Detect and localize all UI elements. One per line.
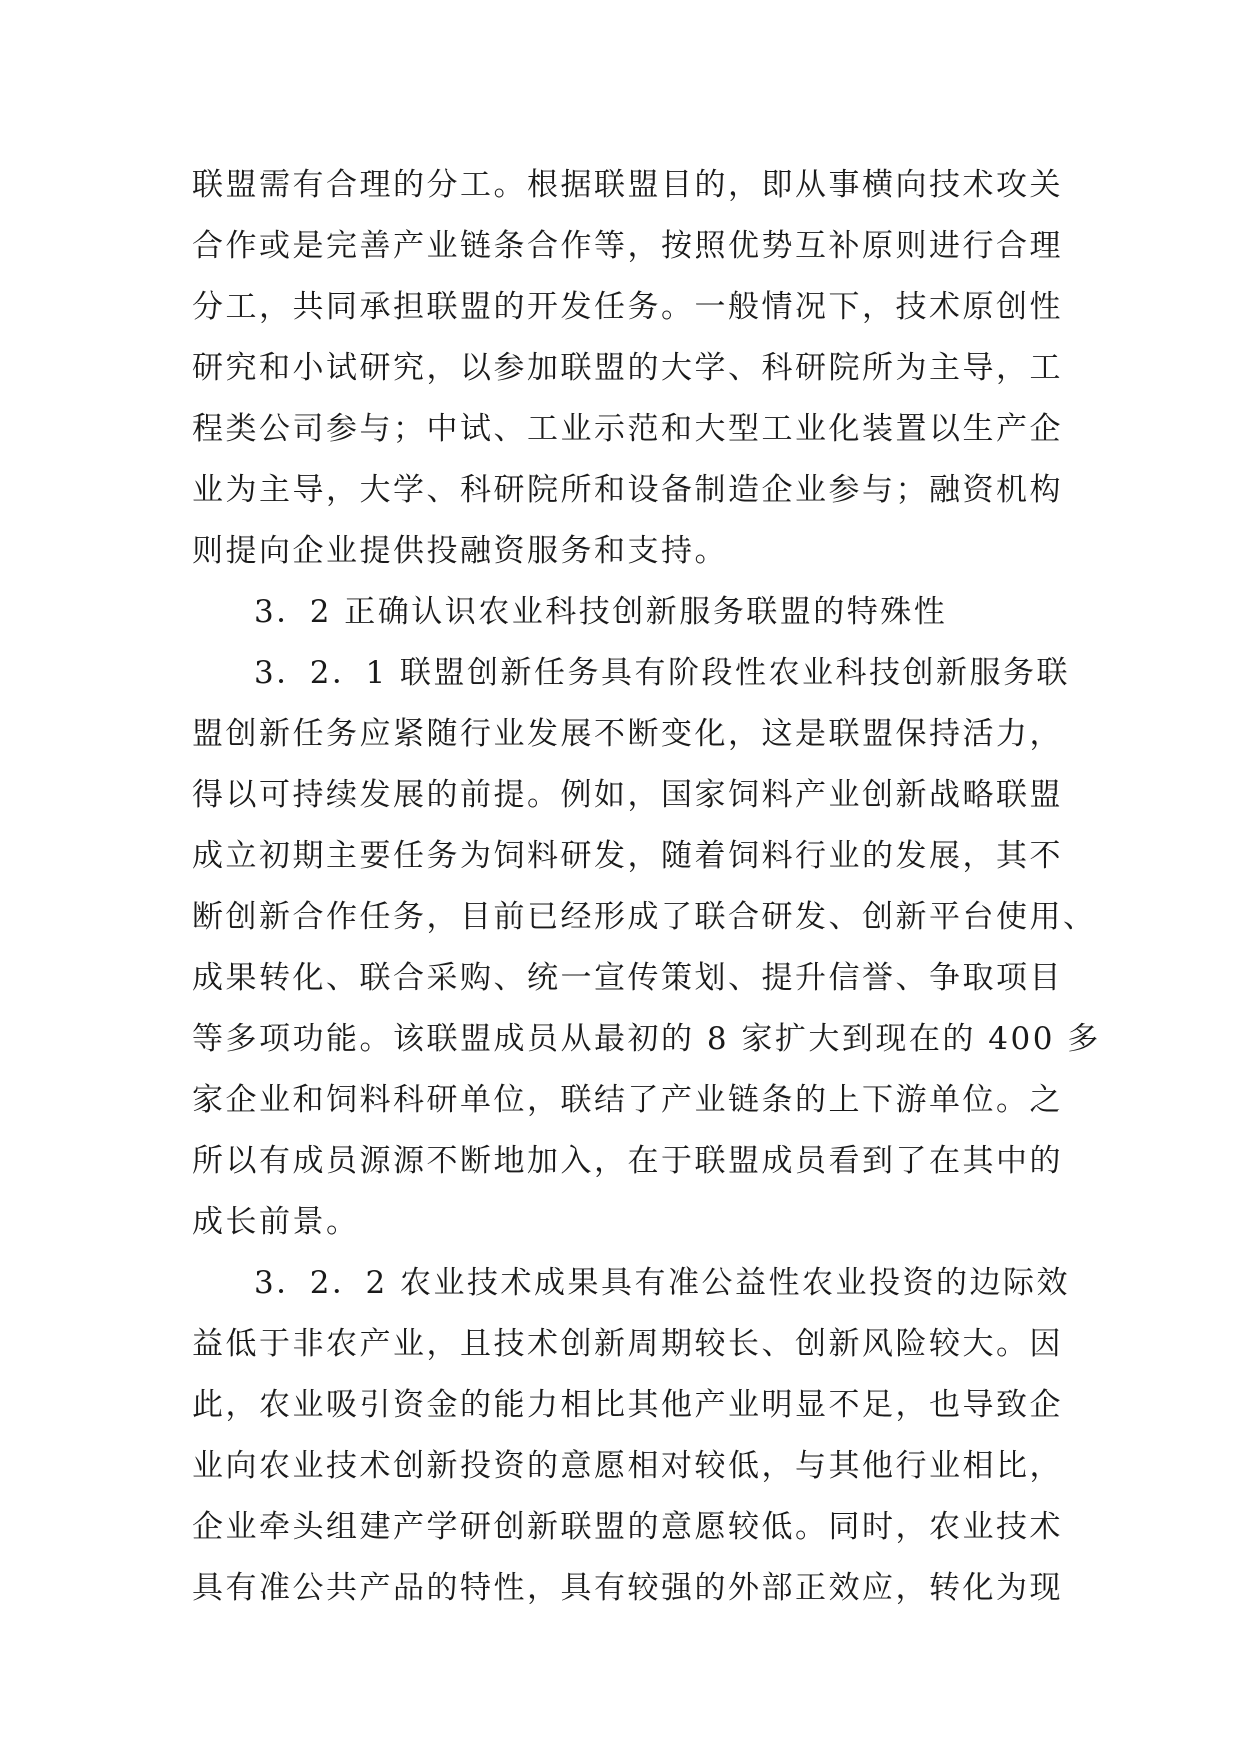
text-line: 具有准公共产品的特性，具有较强的外部正效应，转化为现 [192, 1570, 1063, 1606]
text-line: 3．2．1 联盟创新任务具有阶段性农业科技创新服务联 [254, 655, 1071, 691]
paragraph-division-of-labor [192, 155, 1063, 582]
text-line: 成果转化、联合采购、统一宣传策划、提升信誉、争取项目 [192, 960, 1063, 996]
text-line: 成长前景。 [192, 1204, 360, 1240]
paragraph-3-2-2 [192, 1253, 1071, 1619]
text-line: 研究和小试研究，以参加联盟的大学、科研院所为主导，工 [192, 350, 1063, 386]
text-line: 分工，共同承担联盟的开发任务。一般情况下，技术原创性 [192, 289, 1063, 325]
text-line: 企业牵头组建产学研创新联盟的意愿较低。同时，农业技术 [192, 1509, 1063, 1545]
text-line: 得以可持续发展的前提。例如，国家饲料产业创新战略联盟 [192, 777, 1063, 813]
text-line: 程类公司参与；中试、工业示范和大型工业化装置以生产企 [192, 411, 1063, 447]
text-line: 所以有成员源源不断地加入，在于联盟成员看到了在其中的 [192, 1143, 1063, 1179]
text-line: 成立初期主要任务为饲料研发，随着饲料行业的发展，其不 [192, 838, 1063, 874]
section-heading: 3．2 正确认识农业科技创新服务联盟的特殊性 [254, 594, 948, 630]
section-heading-3-2 [192, 582, 1054, 643]
text-line: 家企业和饲料科研单位，联结了产业链条的上下游单位。之 [192, 1082, 1063, 1118]
text-line: 业向农业技术创新投资的意愿相对较低，与其他行业相比， [192, 1448, 1063, 1484]
text-line: 3．2．2 农业技术成果具有准公益性农业投资的边际效 [254, 1265, 1071, 1301]
text-line: 等多项功能。该联盟成员从最初的 8 家扩大到现在的 400 多 [192, 1021, 1101, 1057]
text-line: 此，农业吸引资金的能力相比其他产业明显不足，也导致企 [192, 1387, 1063, 1423]
text-line: 则提向企业提供投融资服务和支持。 [192, 533, 728, 569]
text-line: 联盟需有合理的分工。根据联盟目的，即从事横向技术攻关 [192, 167, 1063, 203]
document-body [192, 155, 1101, 1619]
text-line: 合作或是完善产业链条合作等，按照优势互补原则进行合理 [192, 228, 1063, 264]
text-line: 益低于非农产业，且技术创新周期较长、创新风险较大。因 [192, 1326, 1063, 1362]
text-line: 盟创新任务应紧随行业发展不断变化，这是联盟保持活力， [192, 716, 1063, 752]
paragraph-3-2-1 [192, 643, 1101, 1253]
text-line: 业为主导，大学、科研院所和设备制造企业参与；融资机构 [192, 472, 1063, 508]
text-line: 断创新合作任务，目前已经形成了联合研发、创新平台使用、 [192, 899, 1097, 935]
